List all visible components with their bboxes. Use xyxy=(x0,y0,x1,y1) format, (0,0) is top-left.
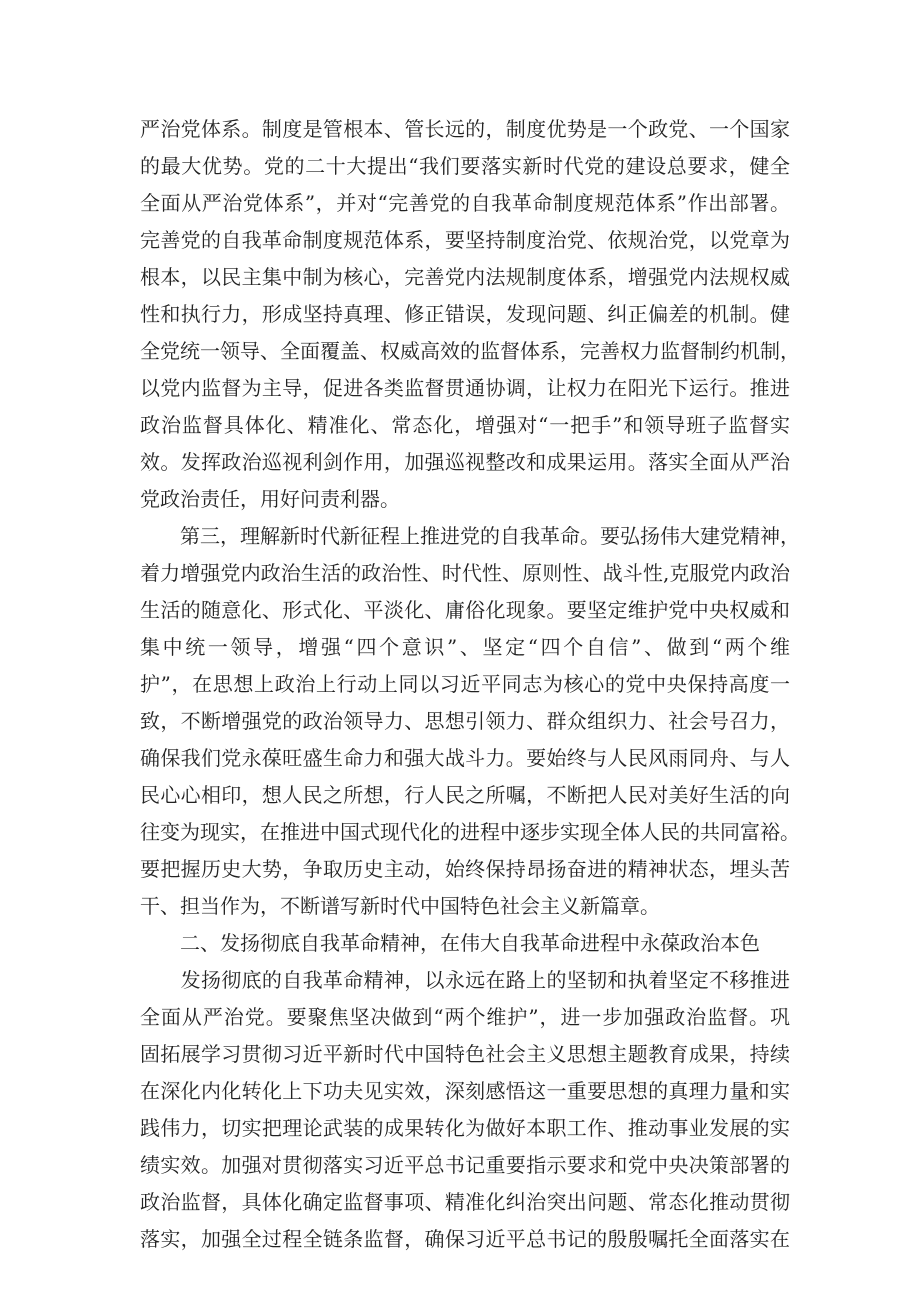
text-line: 集中统一领导，增强“四个意识”、坚定“四个自信”、做到“两个维 xyxy=(140,635,790,659)
text-line: 政治监督，具体化确定监督事项、精准化纠治突出问题、常态化推动贯彻 xyxy=(140,1190,790,1214)
text-line: 绩实效。加强对贯彻落实习近平总书记重要指示要求和党中央决策部署的 xyxy=(140,1153,790,1177)
text-line: 干、担当作为，不断谱写新时代中国特色社会主义新篇章。 xyxy=(140,894,660,918)
text-line: 根本，以民主集中制为核心，完善党内法规制度体系，增强党内法规权威 xyxy=(140,265,790,289)
text-line: 要把握历史大势，争取历史主动，始终保持昂扬奋进的精神状态，埋头苦 xyxy=(140,857,790,881)
text-line: 践伟力，切实把理论武装的成果转化为做好本职工作、推动事业发展的实 xyxy=(140,1116,790,1140)
section-heading: 二、发扬彻底自我革命精神，在伟大自我革命进程中永葆政治本色 xyxy=(140,931,760,955)
text-line: 第三，理解新时代新征程上推进党的自我革命。要弘扬伟大建党精神， xyxy=(140,524,800,548)
text-line: 的最大优势。党的二十大提出“我们要落实新时代党的建设总要求，健全 xyxy=(140,154,790,178)
text-line: 完善党的自我革命制度规范体系，要坚持制度治党、依规治党，以党章为 xyxy=(140,228,790,252)
text-line: 以党内监督为主导，促进各类监督贯通协调，让权力在阳光下运行。推进 xyxy=(140,376,790,400)
text-line: 效。发挥政治巡视利剑作用，加强巡视整改和成果运用。落实全面从严治 xyxy=(140,450,790,474)
text-line: 发扬彻底的自我革命精神，以永远在路上的坚韧和执着坚定不移推进 xyxy=(140,968,790,992)
text-line: 民心心相印，想人民之所想，行人民之所嘱，不断把人民对美好生活的向 xyxy=(140,783,790,807)
text-line: 致，不断增强党的政治领导力、思想引领力、群众组织力、社会号召力， xyxy=(140,709,790,733)
text-line: 政治监督具体化、精准化、常态化，增强对“一把手”和领导班子监督实 xyxy=(140,413,790,437)
text-line: 全面从严治党体系”，并对“完善党的自我革命制度规范体系”作出部署。 xyxy=(140,191,790,215)
text-line: 确保我们党永葆旺盛生命力和强大战斗力。要始终与人民风雨同舟、与人 xyxy=(140,746,790,770)
text-line: 在深化内化转化上下功夫见实效，深刻感悟这一重要思想的真理力量和实 xyxy=(140,1079,790,1103)
text-line: 生活的随意化、形式化、平淡化、庸俗化现象。要坚定维护党中央权威和 xyxy=(140,598,790,622)
text-line: 固拓展学习贯彻习近平新时代中国特色社会主义思想主题教育成果，持续 xyxy=(140,1042,790,1066)
text-line: 性和执行力，形成坚持真理、修正错误，发现问题、纠正偏差的机制。健 xyxy=(140,302,790,326)
text-line: 落实，加强全过程全链条监督，确保习近平总书记的殷殷嘱托全面落实在 xyxy=(140,1227,790,1251)
text-line: 党政治责任，用好问责利器。 xyxy=(140,487,400,511)
text-line: 护”，在思想上政治上行动上同以习近平同志为核心的党中央保持高度一 xyxy=(140,672,790,696)
text-line: 往变为现实，在推进中国式现代化的进程中逐步实现全体人民的共同富裕。 xyxy=(140,820,800,844)
text-line: 全党统一领导、全面覆盖、权威高效的监督体系，完善权力监督制约机制， xyxy=(140,339,800,363)
text-line: 严治党体系。制度是管根本、管长远的，制度优势是一个政党、一个国家 xyxy=(140,117,790,141)
text-line: 着力增强党内政治生活的政治性、时代性、原则性、战斗性,克服党内政治 xyxy=(140,561,790,585)
text-line: 全面从严治党。要聚焦坚决做到“两个维护”，进一步加强政治监督。巩 xyxy=(140,1005,790,1029)
